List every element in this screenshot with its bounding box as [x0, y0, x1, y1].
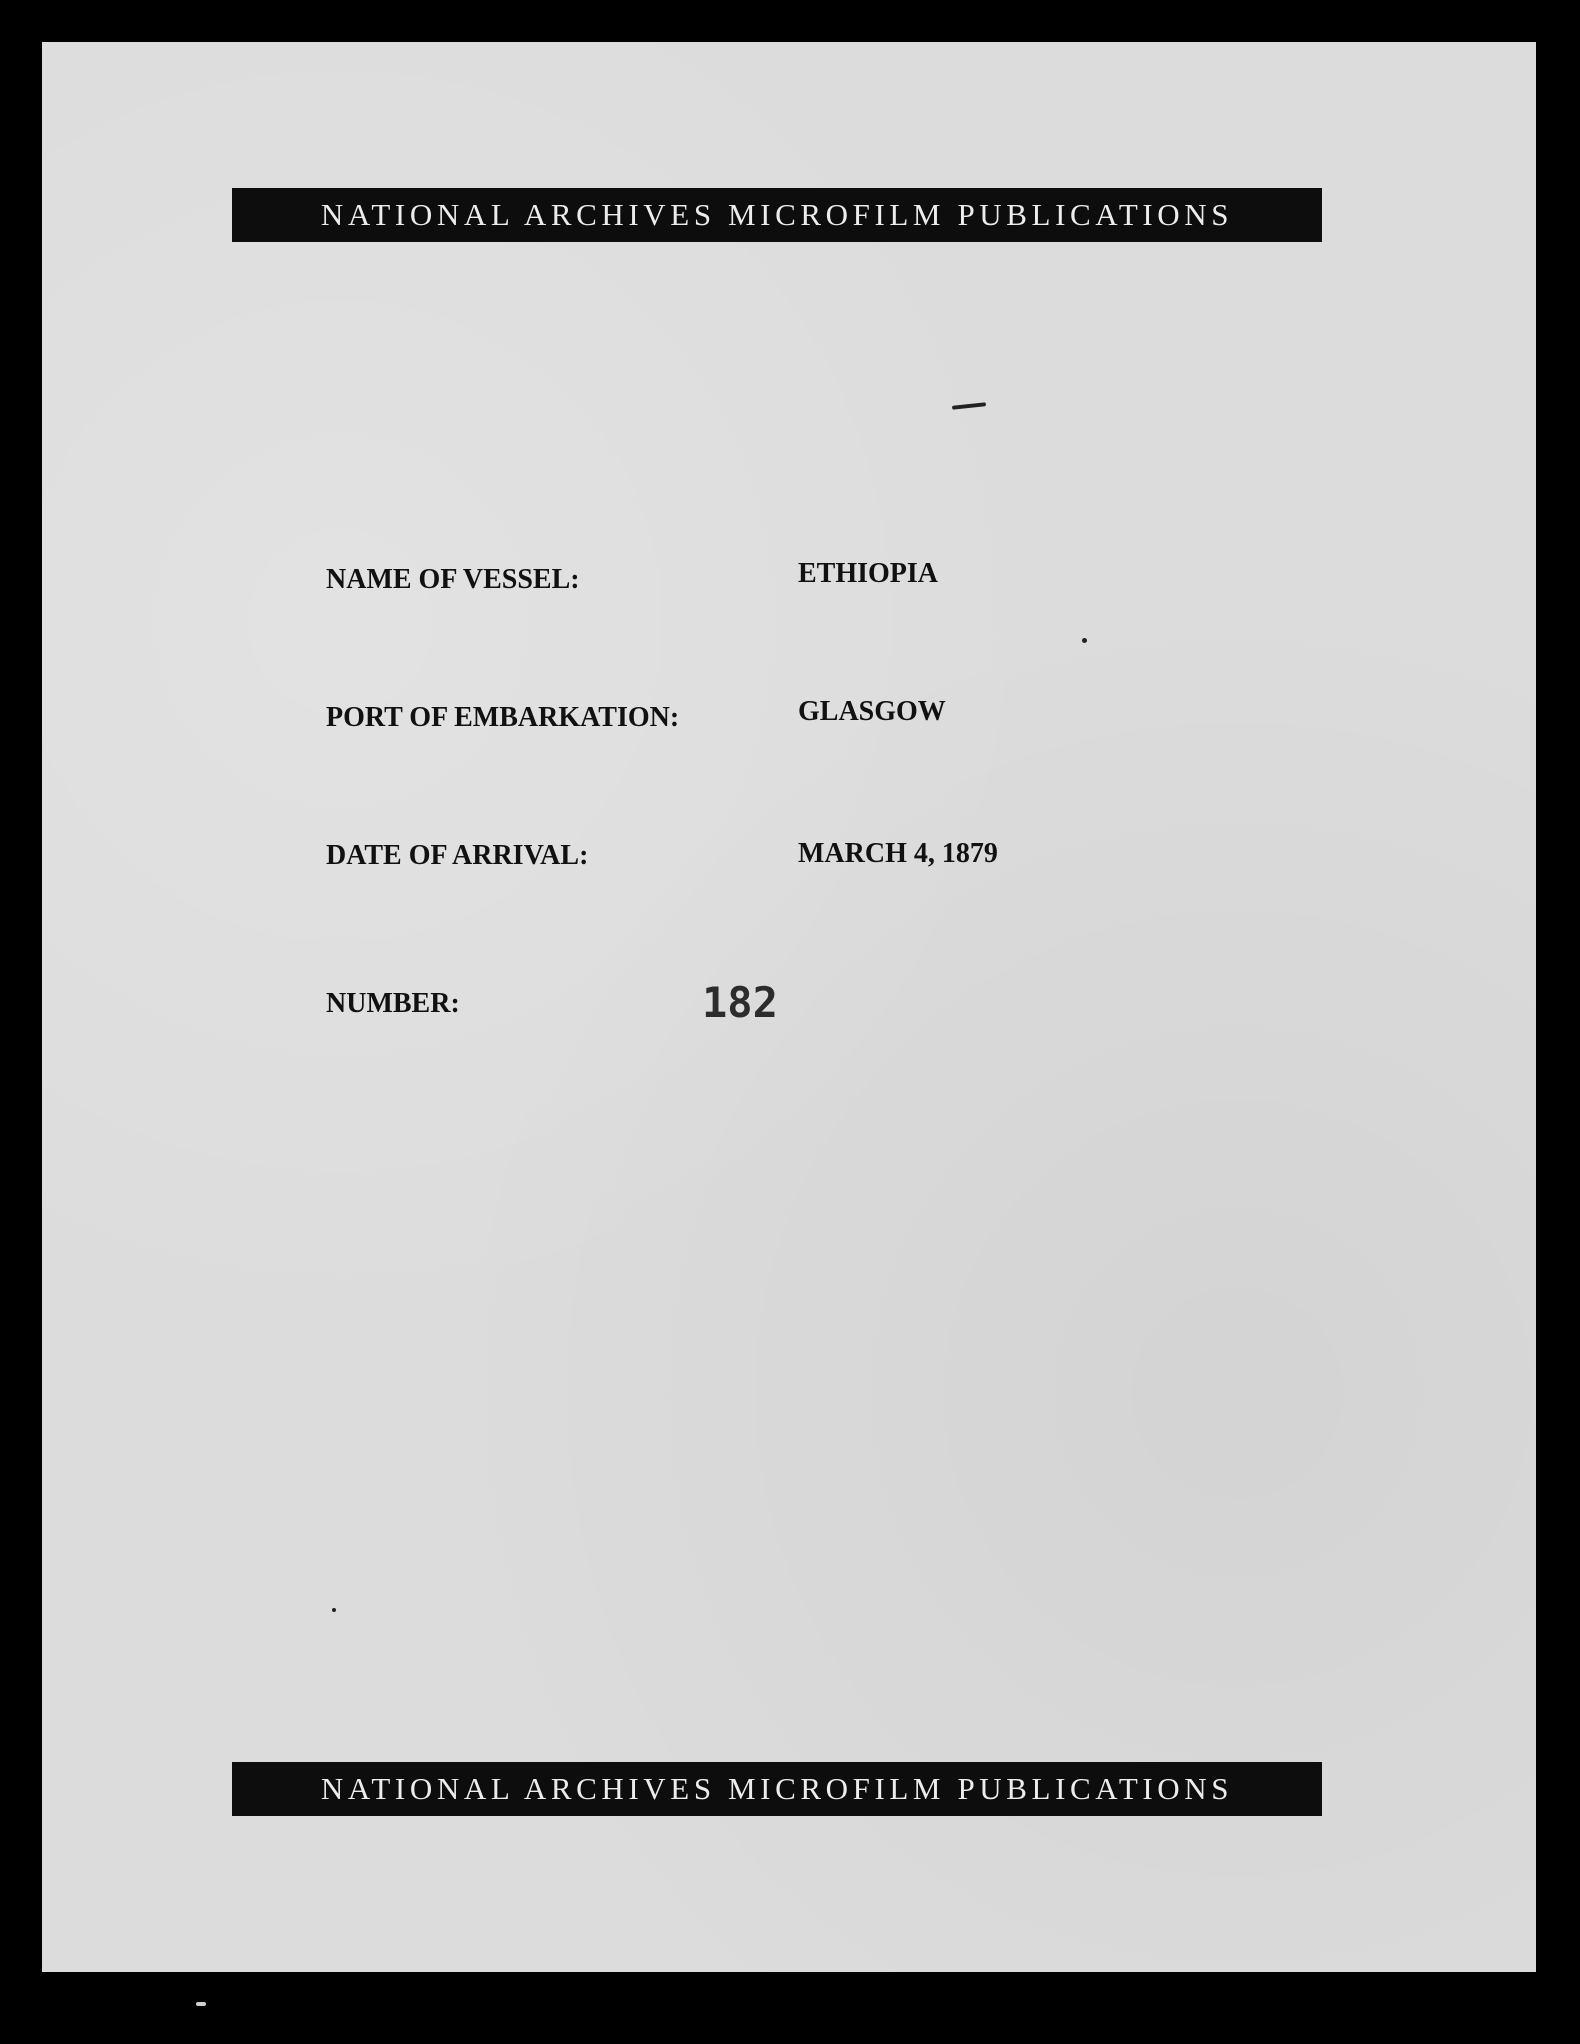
- stamped-number-value: 182: [702, 978, 778, 1027]
- date-of-arrival-value: MARCH 4, 1879: [798, 838, 998, 869]
- archives-banner-bottom: NATIONAL ARCHIVES MICROFILM PUBLICATIONS: [232, 1762, 1322, 1816]
- vessel-name-value: ETHIOPIA: [798, 558, 939, 589]
- dust-speck: [332, 1608, 336, 1612]
- film-edge-mark: [196, 2002, 206, 2006]
- vessel-name-label: NAME OF VESSEL:: [326, 564, 580, 595]
- target-sheet: [42, 42, 1536, 1972]
- dust-speck: [1082, 638, 1087, 643]
- port-of-embarkation-label: PORT OF EMBARKATION:: [326, 702, 680, 733]
- port-of-embarkation-value: GLASGOW: [798, 696, 946, 727]
- pen-mark: [952, 402, 986, 410]
- date-of-arrival-label: DATE OF ARRIVAL:: [326, 840, 589, 871]
- number-label: NUMBER:: [326, 988, 460, 1019]
- archives-banner-top: NATIONAL ARCHIVES MICROFILM PUBLICATIONS: [232, 188, 1322, 242]
